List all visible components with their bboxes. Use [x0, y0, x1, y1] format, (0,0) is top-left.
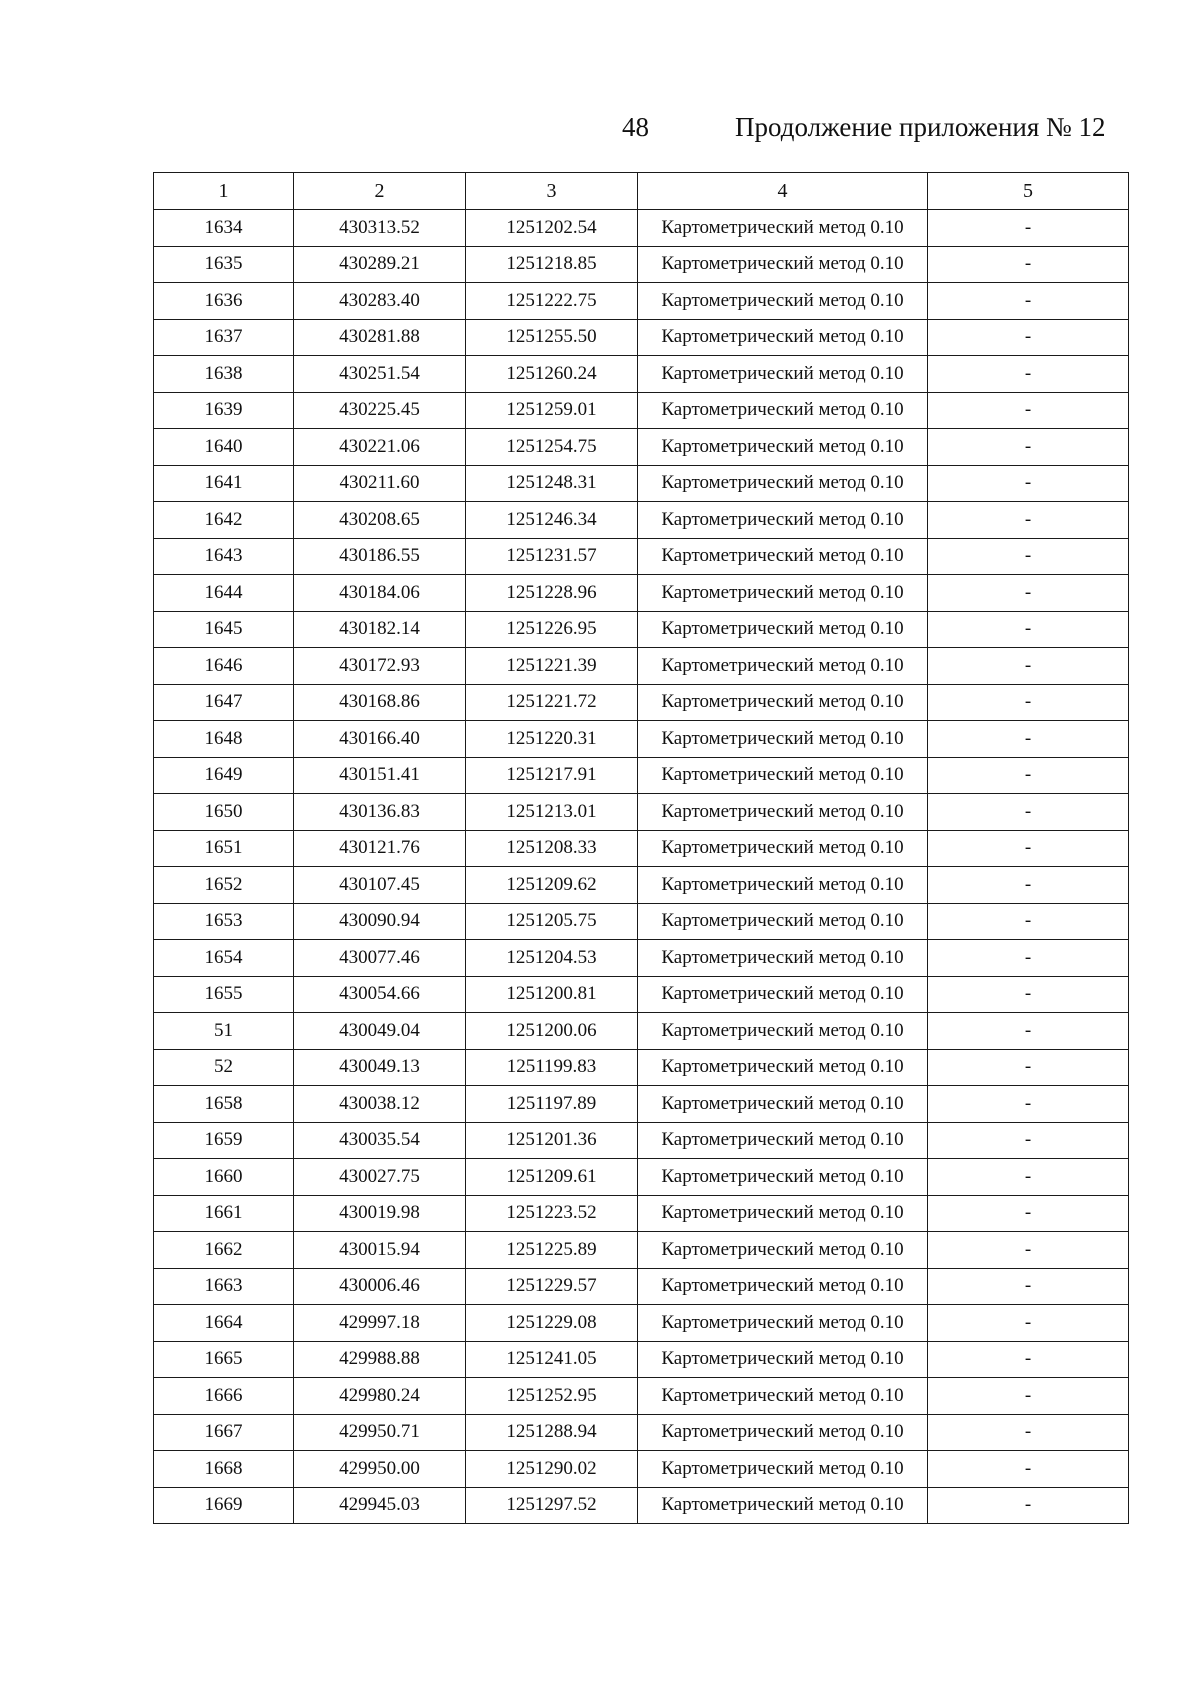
x-coordinate-cell: 430107.45: [294, 867, 466, 904]
table-row: [154, 1487, 1129, 1524]
x-coordinate-cell: 430121.76: [294, 830, 466, 867]
table-body: [154, 210, 1129, 1524]
y-coordinate-cell: 1251241.05: [466, 1341, 638, 1378]
point-number-cell: 1650: [154, 794, 294, 831]
point-number-cell: 1641: [154, 465, 294, 502]
x-coordinate-cell: 430211.60: [294, 465, 466, 502]
table-row: [154, 648, 1129, 685]
x-coordinate-cell: 430182.14: [294, 611, 466, 648]
table-row: [154, 1232, 1129, 1269]
point-number-cell: 1644: [154, 575, 294, 612]
method-cell: Картометрический метод 0.10: [638, 538, 928, 575]
x-coordinate-cell: 429980.24: [294, 1378, 466, 1415]
method-cell: Картометрический метод 0.10: [638, 1268, 928, 1305]
note-cell: -: [928, 1378, 1129, 1415]
point-number-cell: 1649: [154, 757, 294, 794]
x-coordinate-cell: 430136.83: [294, 794, 466, 831]
x-coordinate-cell: 430225.45: [294, 392, 466, 429]
y-coordinate-cell: 1251246.34: [466, 502, 638, 539]
method-cell: Картометрический метод 0.10: [638, 1305, 928, 1342]
table-row: [154, 283, 1129, 320]
note-cell: -: [928, 794, 1129, 831]
y-coordinate-cell: 1251209.62: [466, 867, 638, 904]
method-cell: Картометрический метод 0.10: [638, 1122, 928, 1159]
note-cell: -: [928, 283, 1129, 320]
note-cell: -: [928, 356, 1129, 393]
table-row: [154, 465, 1129, 502]
method-cell: Картометрический метод 0.10: [638, 1487, 928, 1524]
method-cell: Картометрический метод 0.10: [638, 648, 928, 685]
point-number-cell: 1658: [154, 1086, 294, 1123]
point-number-cell: 1652: [154, 867, 294, 904]
x-coordinate-cell: 429950.00: [294, 1451, 466, 1488]
x-coordinate-cell: 430019.98: [294, 1195, 466, 1232]
table-row: [154, 1049, 1129, 1086]
x-coordinate-cell: 430168.86: [294, 684, 466, 721]
point-number-cell: 1637: [154, 319, 294, 356]
page-title: Продолжение приложения № 12: [735, 112, 1106, 142]
table-row: [154, 1159, 1129, 1196]
method-cell: Картометрический метод 0.10: [638, 794, 928, 831]
x-coordinate-cell: 430172.93: [294, 648, 466, 685]
table-row: [154, 1013, 1129, 1050]
note-cell: -: [928, 1159, 1129, 1196]
y-coordinate-cell: 1251255.50: [466, 319, 638, 356]
method-cell: Картометрический метод 0.10: [638, 1086, 928, 1123]
y-coordinate-cell: 1251228.96: [466, 575, 638, 612]
table-row: [154, 1086, 1129, 1123]
x-coordinate-cell: 430054.66: [294, 976, 466, 1013]
y-coordinate-cell: 1251220.31: [466, 721, 638, 758]
method-cell: Картометрический метод 0.10: [638, 1232, 928, 1269]
table-row: [154, 1378, 1129, 1415]
x-coordinate-cell: 430027.75: [294, 1159, 466, 1196]
x-coordinate-cell: 430049.04: [294, 1013, 466, 1050]
note-cell: -: [928, 757, 1129, 794]
method-cell: Картометрический метод 0.10: [638, 1049, 928, 1086]
y-coordinate-cell: 1251200.06: [466, 1013, 638, 1050]
method-cell: Картометрический метод 0.10: [638, 502, 928, 539]
table-row: [154, 1414, 1129, 1451]
note-cell: -: [928, 1414, 1129, 1451]
point-number-cell: 1664: [154, 1305, 294, 1342]
note-cell: -: [928, 940, 1129, 977]
point-number-cell: 1654: [154, 940, 294, 977]
y-coordinate-cell: 1251218.85: [466, 246, 638, 283]
column-header: 5: [928, 173, 1129, 210]
method-cell: Картометрический метод 0.10: [638, 903, 928, 940]
y-coordinate-cell: 1251204.53: [466, 940, 638, 977]
point-number-cell: 1648: [154, 721, 294, 758]
point-number-cell: 1643: [154, 538, 294, 575]
x-coordinate-cell: 430251.54: [294, 356, 466, 393]
method-cell: Картометрический метод 0.10: [638, 465, 928, 502]
point-number-cell: 1659: [154, 1122, 294, 1159]
table-row: [154, 575, 1129, 612]
table-row: [154, 502, 1129, 539]
method-cell: Картометрический метод 0.10: [638, 392, 928, 429]
x-coordinate-cell: 430184.06: [294, 575, 466, 612]
x-coordinate-cell: 430035.54: [294, 1122, 466, 1159]
note-cell: -: [928, 1487, 1129, 1524]
y-coordinate-cell: 1251221.72: [466, 684, 638, 721]
column-header: 3: [466, 173, 638, 210]
point-number-cell: 1639: [154, 392, 294, 429]
note-cell: -: [928, 903, 1129, 940]
table-row: [154, 867, 1129, 904]
y-coordinate-cell: 1251290.02: [466, 1451, 638, 1488]
page-header: [0, 112, 1200, 152]
point-number-cell: 1642: [154, 502, 294, 539]
method-cell: Картометрический метод 0.10: [638, 976, 928, 1013]
note-cell: -: [928, 648, 1129, 685]
y-coordinate-cell: 1251248.31: [466, 465, 638, 502]
point-number-cell: 1635: [154, 246, 294, 283]
point-number-cell: 1668: [154, 1451, 294, 1488]
note-cell: -: [928, 611, 1129, 648]
table-row: [154, 721, 1129, 758]
table-row: [154, 903, 1129, 940]
note-cell: -: [928, 575, 1129, 612]
note-cell: -: [928, 1305, 1129, 1342]
table-row: [154, 319, 1129, 356]
table-header-row: [154, 173, 1129, 210]
method-cell: Картометрический метод 0.10: [638, 283, 928, 320]
note-cell: -: [928, 1268, 1129, 1305]
method-cell: Картометрический метод 0.10: [638, 1341, 928, 1378]
table-row: [154, 1122, 1129, 1159]
x-coordinate-cell: 429988.88: [294, 1341, 466, 1378]
x-coordinate-cell: 430313.52: [294, 210, 466, 247]
method-cell: Картометрический метод 0.10: [638, 1451, 928, 1488]
note-cell: -: [928, 502, 1129, 539]
table-row: [154, 794, 1129, 831]
point-number-cell: 1669: [154, 1487, 294, 1524]
y-coordinate-cell: 1251199.83: [466, 1049, 638, 1086]
method-cell: Картометрический метод 0.10: [638, 757, 928, 794]
note-cell: -: [928, 1341, 1129, 1378]
x-coordinate-cell: 429950.71: [294, 1414, 466, 1451]
point-number-cell: 1660: [154, 1159, 294, 1196]
table-row: [154, 1341, 1129, 1378]
method-cell: Картометрический метод 0.10: [638, 1013, 928, 1050]
y-coordinate-cell: 1251226.95: [466, 611, 638, 648]
point-number-cell: 1638: [154, 356, 294, 393]
y-coordinate-cell: 1251197.89: [466, 1086, 638, 1123]
table-row: [154, 976, 1129, 1013]
table-row: [154, 210, 1129, 247]
x-coordinate-cell: 430289.21: [294, 246, 466, 283]
point-number-cell: 1651: [154, 830, 294, 867]
y-coordinate-cell: 1251202.54: [466, 210, 638, 247]
method-cell: Картометрический метод 0.10: [638, 319, 928, 356]
y-coordinate-cell: 1251229.08: [466, 1305, 638, 1342]
column-header: 2: [294, 173, 466, 210]
point-number-cell: 1640: [154, 429, 294, 466]
y-coordinate-cell: 1251260.24: [466, 356, 638, 393]
note-cell: -: [928, 1122, 1129, 1159]
note-cell: -: [928, 465, 1129, 502]
note-cell: -: [928, 1086, 1129, 1123]
point-number-cell: 1645: [154, 611, 294, 648]
y-coordinate-cell: 1251222.75: [466, 283, 638, 320]
point-number-cell: 1663: [154, 1268, 294, 1305]
method-cell: Картометрический метод 0.10: [638, 1195, 928, 1232]
x-coordinate-cell: 430151.41: [294, 757, 466, 794]
table-row: [154, 246, 1129, 283]
note-cell: -: [928, 1232, 1129, 1269]
note-cell: -: [928, 830, 1129, 867]
y-coordinate-cell: 1251200.81: [466, 976, 638, 1013]
x-coordinate-cell: 430283.40: [294, 283, 466, 320]
method-cell: Картометрический метод 0.10: [638, 611, 928, 648]
y-coordinate-cell: 1251209.61: [466, 1159, 638, 1196]
page-number: 48: [622, 112, 649, 142]
x-coordinate-cell: 430077.46: [294, 940, 466, 977]
method-cell: Картометрический метод 0.10: [638, 429, 928, 466]
method-cell: Картометрический метод 0.10: [638, 210, 928, 247]
note-cell: -: [928, 429, 1129, 466]
y-coordinate-cell: 1251221.39: [466, 648, 638, 685]
point-number-cell: 52: [154, 1049, 294, 1086]
point-number-cell: 1646: [154, 648, 294, 685]
note-cell: -: [928, 1451, 1129, 1488]
method-cell: Картометрический метод 0.10: [638, 684, 928, 721]
point-number-cell: 51: [154, 1013, 294, 1050]
note-cell: -: [928, 976, 1129, 1013]
table-row: [154, 429, 1129, 466]
y-coordinate-cell: 1251213.01: [466, 794, 638, 831]
point-number-cell: 1655: [154, 976, 294, 1013]
point-number-cell: 1653: [154, 903, 294, 940]
table-header: [154, 173, 1129, 210]
y-coordinate-cell: 1251208.33: [466, 830, 638, 867]
note-cell: -: [928, 210, 1129, 247]
x-coordinate-cell: 430221.06: [294, 429, 466, 466]
x-coordinate-cell: 430166.40: [294, 721, 466, 758]
table-row: [154, 830, 1129, 867]
table-row: [154, 757, 1129, 794]
y-coordinate-cell: 1251288.94: [466, 1414, 638, 1451]
note-cell: -: [928, 538, 1129, 575]
coordinates-table: [153, 172, 1129, 1524]
note-cell: -: [928, 319, 1129, 356]
method-cell: Картометрический метод 0.10: [638, 246, 928, 283]
method-cell: Картометрический метод 0.10: [638, 721, 928, 758]
note-cell: -: [928, 246, 1129, 283]
y-coordinate-cell: 1251297.52: [466, 1487, 638, 1524]
note-cell: -: [928, 867, 1129, 904]
y-coordinate-cell: 1251225.89: [466, 1232, 638, 1269]
x-coordinate-cell: 430038.12: [294, 1086, 466, 1123]
note-cell: -: [928, 1013, 1129, 1050]
table-row: [154, 1268, 1129, 1305]
table-row: [154, 538, 1129, 575]
point-number-cell: 1661: [154, 1195, 294, 1232]
point-number-cell: 1667: [154, 1414, 294, 1451]
method-cell: Картометрический метод 0.10: [638, 1159, 928, 1196]
table-row: [154, 1451, 1129, 1488]
y-coordinate-cell: 1251229.57: [466, 1268, 638, 1305]
table-row: [154, 356, 1129, 393]
point-number-cell: 1665: [154, 1341, 294, 1378]
point-number-cell: 1647: [154, 684, 294, 721]
y-coordinate-cell: 1251231.57: [466, 538, 638, 575]
x-coordinate-cell: 430015.94: [294, 1232, 466, 1269]
method-cell: Картометрический метод 0.10: [638, 1378, 928, 1415]
table-row: [154, 392, 1129, 429]
x-coordinate-cell: 430049.13: [294, 1049, 466, 1086]
point-number-cell: 1636: [154, 283, 294, 320]
table-row: [154, 940, 1129, 977]
point-number-cell: 1634: [154, 210, 294, 247]
method-cell: Картометрический метод 0.10: [638, 1414, 928, 1451]
x-coordinate-cell: 430090.94: [294, 903, 466, 940]
x-coordinate-cell: 430006.46: [294, 1268, 466, 1305]
x-coordinate-cell: 430281.88: [294, 319, 466, 356]
note-cell: -: [928, 392, 1129, 429]
table-row: [154, 684, 1129, 721]
y-coordinate-cell: 1251254.75: [466, 429, 638, 466]
x-coordinate-cell: 429997.18: [294, 1305, 466, 1342]
column-header: 1: [154, 173, 294, 210]
x-coordinate-cell: 429945.03: [294, 1487, 466, 1524]
y-coordinate-cell: 1251223.52: [466, 1195, 638, 1232]
note-cell: -: [928, 721, 1129, 758]
column-header: 4: [638, 173, 928, 210]
method-cell: Картометрический метод 0.10: [638, 830, 928, 867]
y-coordinate-cell: 1251252.95: [466, 1378, 638, 1415]
note-cell: -: [928, 1049, 1129, 1086]
method-cell: Картометрический метод 0.10: [638, 940, 928, 977]
x-coordinate-cell: 430186.55: [294, 538, 466, 575]
table-row: [154, 611, 1129, 648]
x-coordinate-cell: 430208.65: [294, 502, 466, 539]
point-number-cell: 1662: [154, 1232, 294, 1269]
table-row: [154, 1195, 1129, 1232]
point-number-cell: 1666: [154, 1378, 294, 1415]
y-coordinate-cell: 1251205.75: [466, 903, 638, 940]
method-cell: Картометрический метод 0.10: [638, 867, 928, 904]
y-coordinate-cell: 1251201.36: [466, 1122, 638, 1159]
method-cell: Картометрический метод 0.10: [638, 356, 928, 393]
table-row: [154, 1305, 1129, 1342]
y-coordinate-cell: 1251217.91: [466, 757, 638, 794]
y-coordinate-cell: 1251259.01: [466, 392, 638, 429]
method-cell: Картометрический метод 0.10: [638, 575, 928, 612]
note-cell: -: [928, 1195, 1129, 1232]
note-cell: -: [928, 684, 1129, 721]
